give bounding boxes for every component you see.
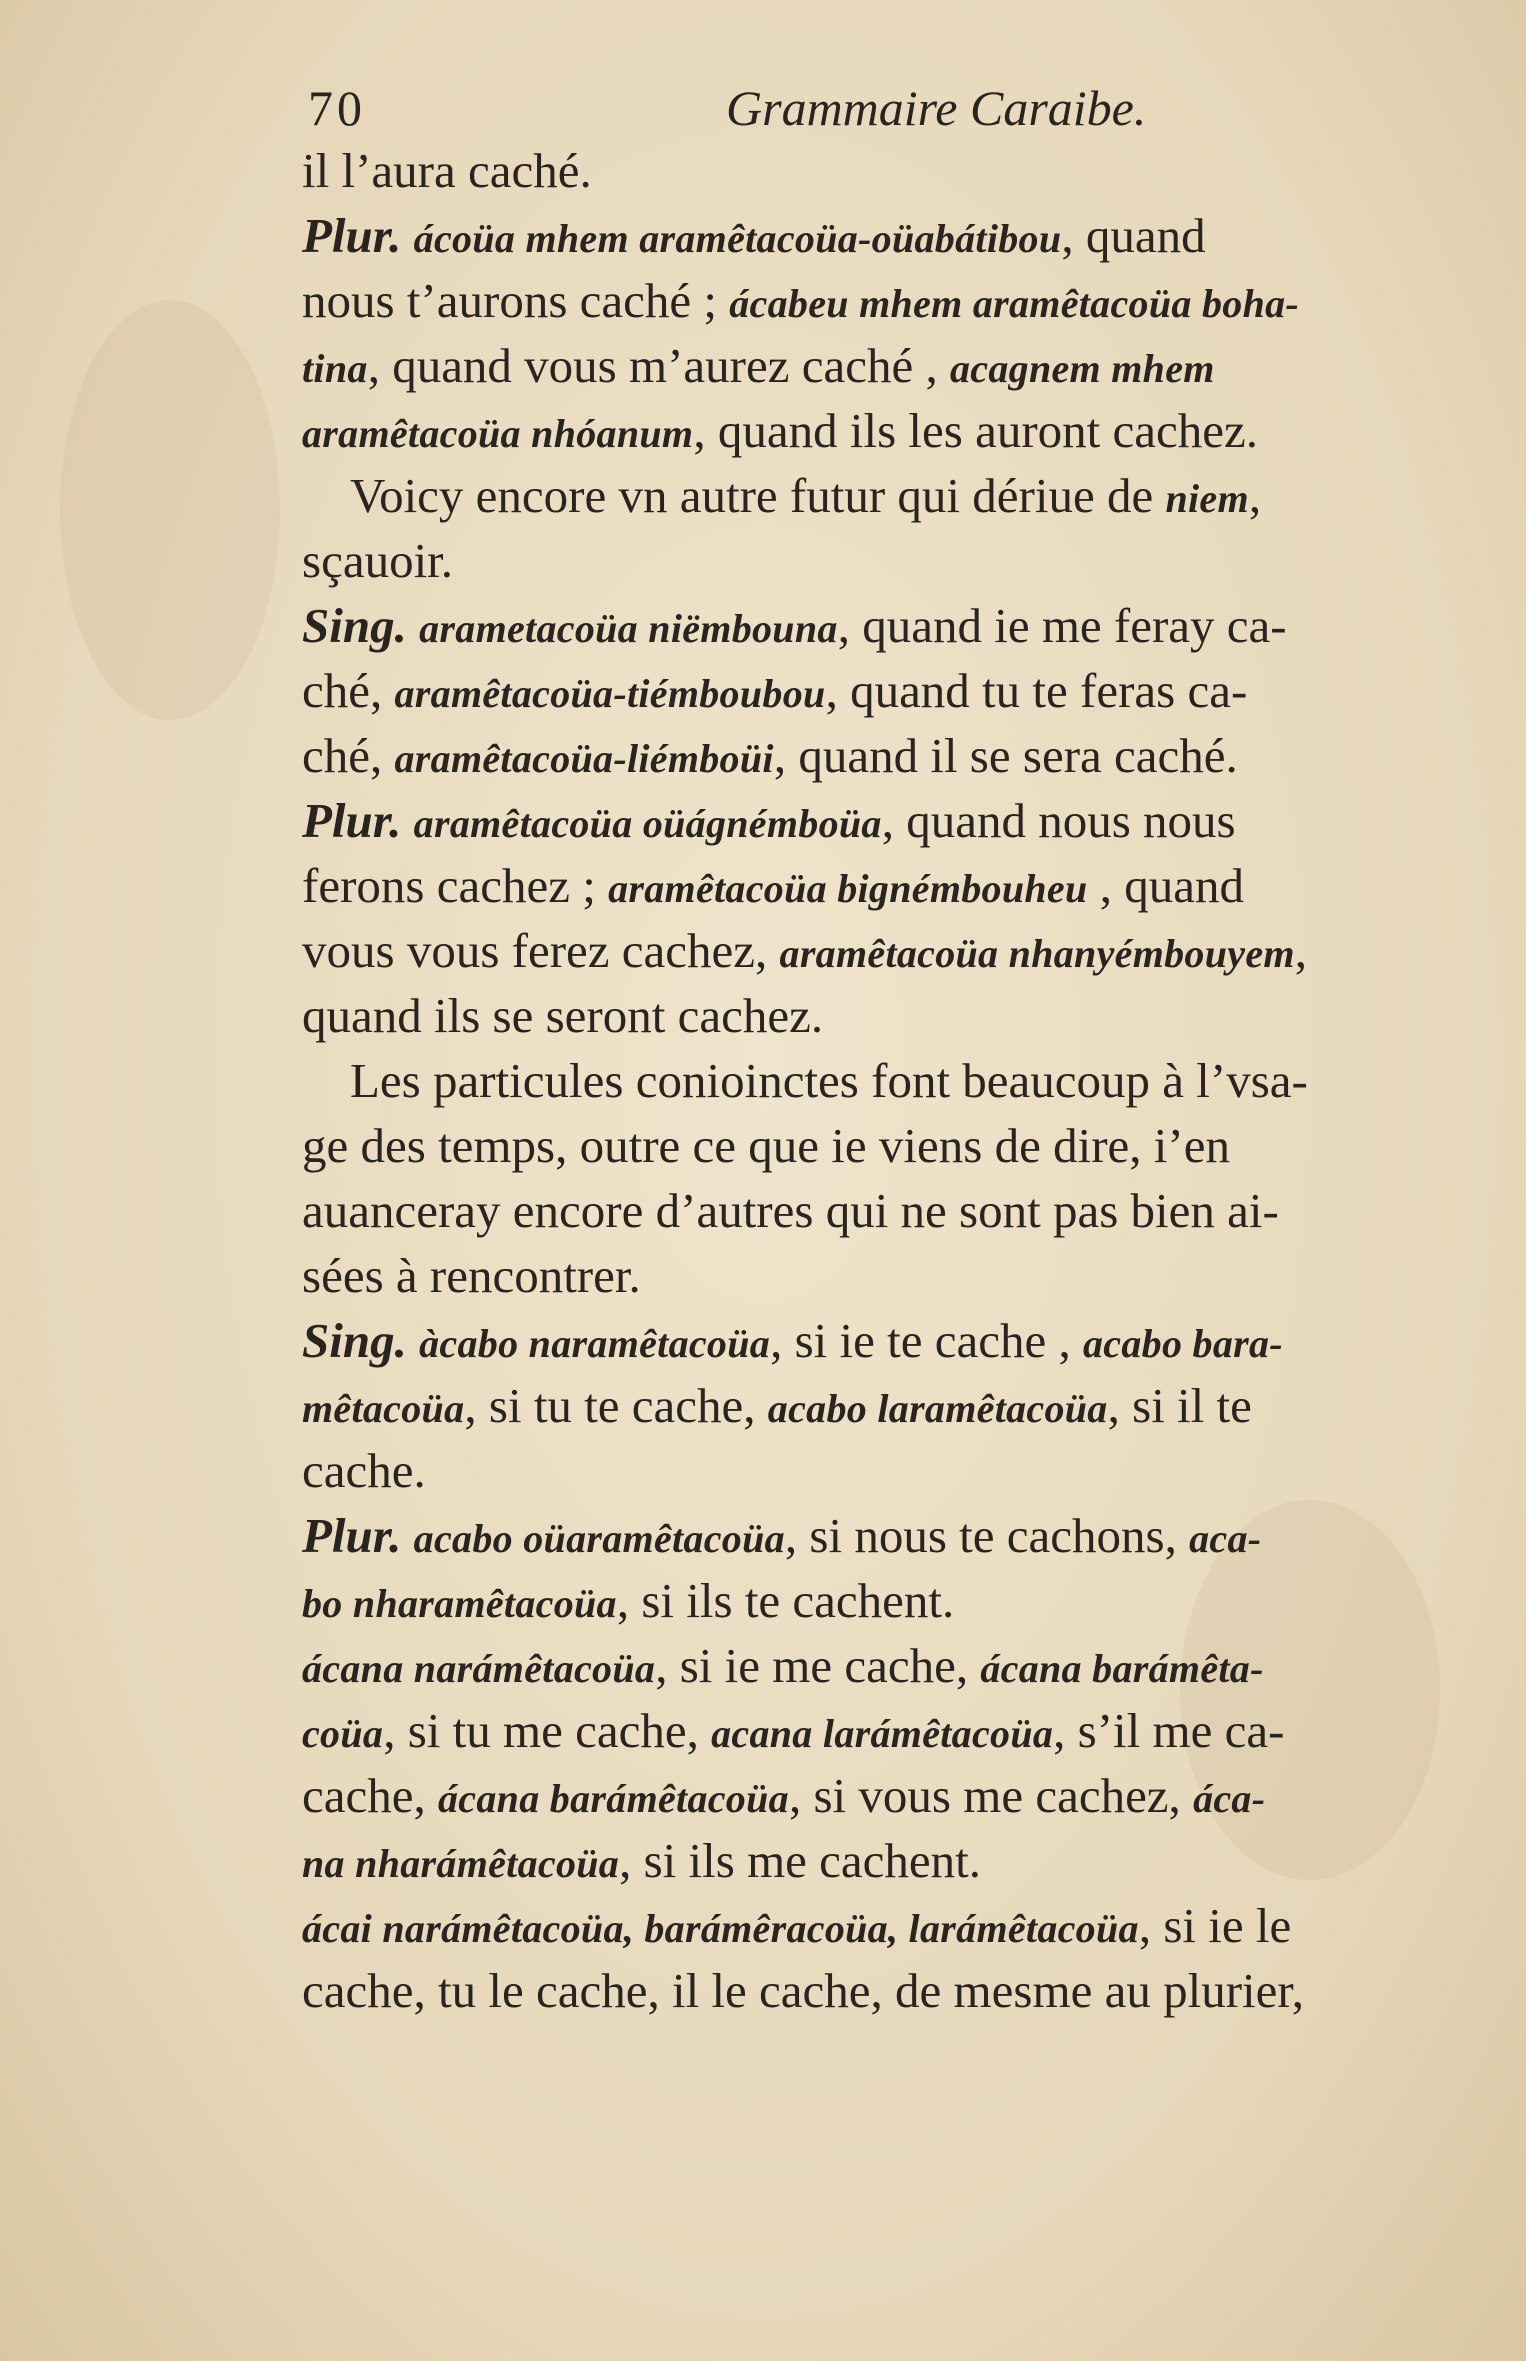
french-text: cache, tu le cache, il le cache, de mesme au plurier,: [302, 1963, 1304, 2018]
number-label: Plur.: [302, 793, 402, 848]
text-line: [302, 1503, 1510, 1568]
carib-word: niem: [1165, 476, 1249, 521]
french-text: , quand vous m’aurez caché ,: [367, 338, 950, 393]
carib-word: aca-: [1189, 1516, 1262, 1561]
french-text: , si ils te cachent.: [616, 1573, 955, 1628]
body-text: [302, 138, 1510, 2023]
text-line: [302, 918, 1510, 983]
french-text: , si il te: [1107, 1378, 1252, 1433]
french-text: , si ie le: [1138, 1898, 1292, 1953]
french-text: [401, 208, 413, 263]
french-text: , si ils me cachent.: [619, 1833, 982, 1888]
french-text: ché,: [302, 663, 395, 718]
french-text: il l’aura caché.: [302, 143, 592, 198]
carib-word: ácana barámêta-: [980, 1646, 1264, 1691]
french-text: [407, 1313, 419, 1368]
running-title: Grammaire Caraibe.: [726, 80, 1147, 136]
carib-word: acagnem mhem: [950, 346, 1215, 391]
text-line: [302, 1958, 1510, 2023]
french-text: , si tu me cache,: [383, 1703, 712, 1758]
french-text: , si ie me cache,: [655, 1638, 981, 1693]
text-line: [302, 1438, 1510, 1503]
text-line: [302, 1568, 1510, 1633]
french-text: , si nous te cachons,: [784, 1508, 1190, 1563]
carib-word: ácoüa mhem aramêtacoüa-oüabátibou: [413, 216, 1062, 261]
page-number: 70: [308, 80, 366, 136]
text-line: [302, 268, 1510, 333]
french-text: , si ie te cache ,: [770, 1313, 1083, 1368]
text-line: [302, 463, 1510, 528]
carib-word: acabo laramêtacoüa: [767, 1386, 1108, 1431]
french-text: quand ils se seront cachez.: [302, 988, 824, 1043]
french-text: Voicy encore vn autre futur qui dériue de: [350, 468, 1166, 523]
carib-word: aramêtacoüa bignémbouheu: [608, 866, 1088, 911]
carib-word: aramêtacoüa nhanyémbouyem: [779, 931, 1295, 976]
text-line: [302, 138, 1510, 203]
french-text: , quand ie me feray ca-: [837, 598, 1287, 653]
french-text: [401, 1508, 413, 1563]
french-text: , quand ils les auront cachez.: [693, 403, 1259, 458]
carib-word: àcabo naramêtacoüa: [419, 1321, 771, 1366]
text-line: [302, 1893, 1510, 1958]
paper-stain: [60, 300, 280, 720]
carib-word: arametacoüa niëmbouna: [419, 606, 838, 651]
french-text: vous vous ferez cachez,: [302, 923, 780, 978]
text-line: [302, 983, 1510, 1048]
text-line: [302, 1698, 1510, 1763]
carib-word: na nharámêtacoüa: [302, 1841, 620, 1886]
text-line: [302, 1113, 1510, 1178]
carib-word: ácana narámêtacoüa: [302, 1646, 656, 1691]
text-line: [302, 1373, 1510, 1438]
text-line: [302, 203, 1510, 268]
text-line: [302, 1243, 1510, 1308]
text-line: [302, 723, 1510, 788]
french-text: ferons cachez ;: [302, 858, 609, 913]
text-line: [302, 333, 1510, 398]
carib-word: mêtacoüa: [302, 1386, 465, 1431]
number-label: Plur.: [302, 208, 402, 263]
text-line: [302, 853, 1510, 918]
french-text: , si vous me cachez,: [788, 1768, 1194, 1823]
french-text: sées à rencontrer.: [302, 1248, 641, 1303]
french-text: auanceray encore d’autres qui ne sont pas bien ai-: [302, 1183, 1279, 1238]
carib-word: ácana barámêtacoüa: [438, 1776, 789, 1821]
text-line: [302, 398, 1510, 463]
french-text: , quand: [1087, 858, 1245, 913]
text-line: [302, 1308, 1510, 1373]
french-text: , quand nous nous: [881, 793, 1236, 848]
french-text: ge des temps, outre ce que ie viens de dire, i’en: [302, 1118, 1230, 1173]
french-text: Les particules conioinctes font beaucoup à l’vsa-: [350, 1053, 1308, 1108]
text-line: [302, 528, 1510, 593]
carib-word: acabo oüaramêtacoüa: [413, 1516, 785, 1561]
carib-word: ácai narámêtacoüa, barámêracoüa, larámêtacoüa: [302, 1906, 1139, 1951]
text-line: [302, 593, 1510, 658]
carib-word: coüa: [302, 1711, 384, 1756]
text-line: [302, 1048, 1510, 1113]
carib-word: acana larámêtacoüa: [711, 1711, 1054, 1756]
french-text: , quand: [1061, 208, 1206, 263]
french-text: , si tu te cache,: [464, 1378, 768, 1433]
number-label: Sing.: [302, 598, 407, 653]
number-label: Sing.: [302, 1313, 407, 1368]
french-text: sçauoir.: [302, 533, 454, 588]
french-text: , quand tu te feras ca-: [825, 663, 1248, 718]
carib-word: acabo bara-: [1082, 1321, 1283, 1366]
french-text: cache,: [302, 1768, 438, 1823]
french-text: ché,: [302, 728, 395, 783]
text-line: [302, 658, 1510, 723]
french-text: ,: [1294, 923, 1308, 978]
number-label: Plur.: [302, 1508, 402, 1563]
french-text: [401, 793, 413, 848]
carib-word: aramêtacoüa-liémboüi: [394, 736, 774, 781]
carib-word: áca-: [1193, 1776, 1266, 1821]
french-text: [407, 598, 419, 653]
text-line: [302, 1178, 1510, 1243]
carib-word: aramêtacoüa oüágnémboüa: [413, 801, 882, 846]
text-line: [302, 788, 1510, 853]
french-text: ,: [1248, 468, 1262, 523]
carib-word: tina: [302, 346, 368, 391]
carib-word: aramêtacoüa-tiémboubou: [394, 671, 826, 716]
french-text: cache.: [302, 1443, 426, 1498]
french-text: nous t’aurons caché ;: [302, 273, 730, 328]
carib-word: bo nharamêtacoüa: [302, 1581, 617, 1626]
carib-word: aramêtacoüa nhóanum: [302, 411, 694, 456]
text-line: [302, 1633, 1510, 1698]
french-text: , s’il me ca-: [1053, 1703, 1285, 1758]
text-line: [302, 1828, 1510, 1893]
page-header: [308, 78, 1208, 138]
french-text: , quand il se sera caché.: [773, 728, 1238, 783]
carib-word: ácabeu mhem aramêtacoüa boha-: [729, 281, 1300, 326]
text-line: [302, 1763, 1510, 1828]
